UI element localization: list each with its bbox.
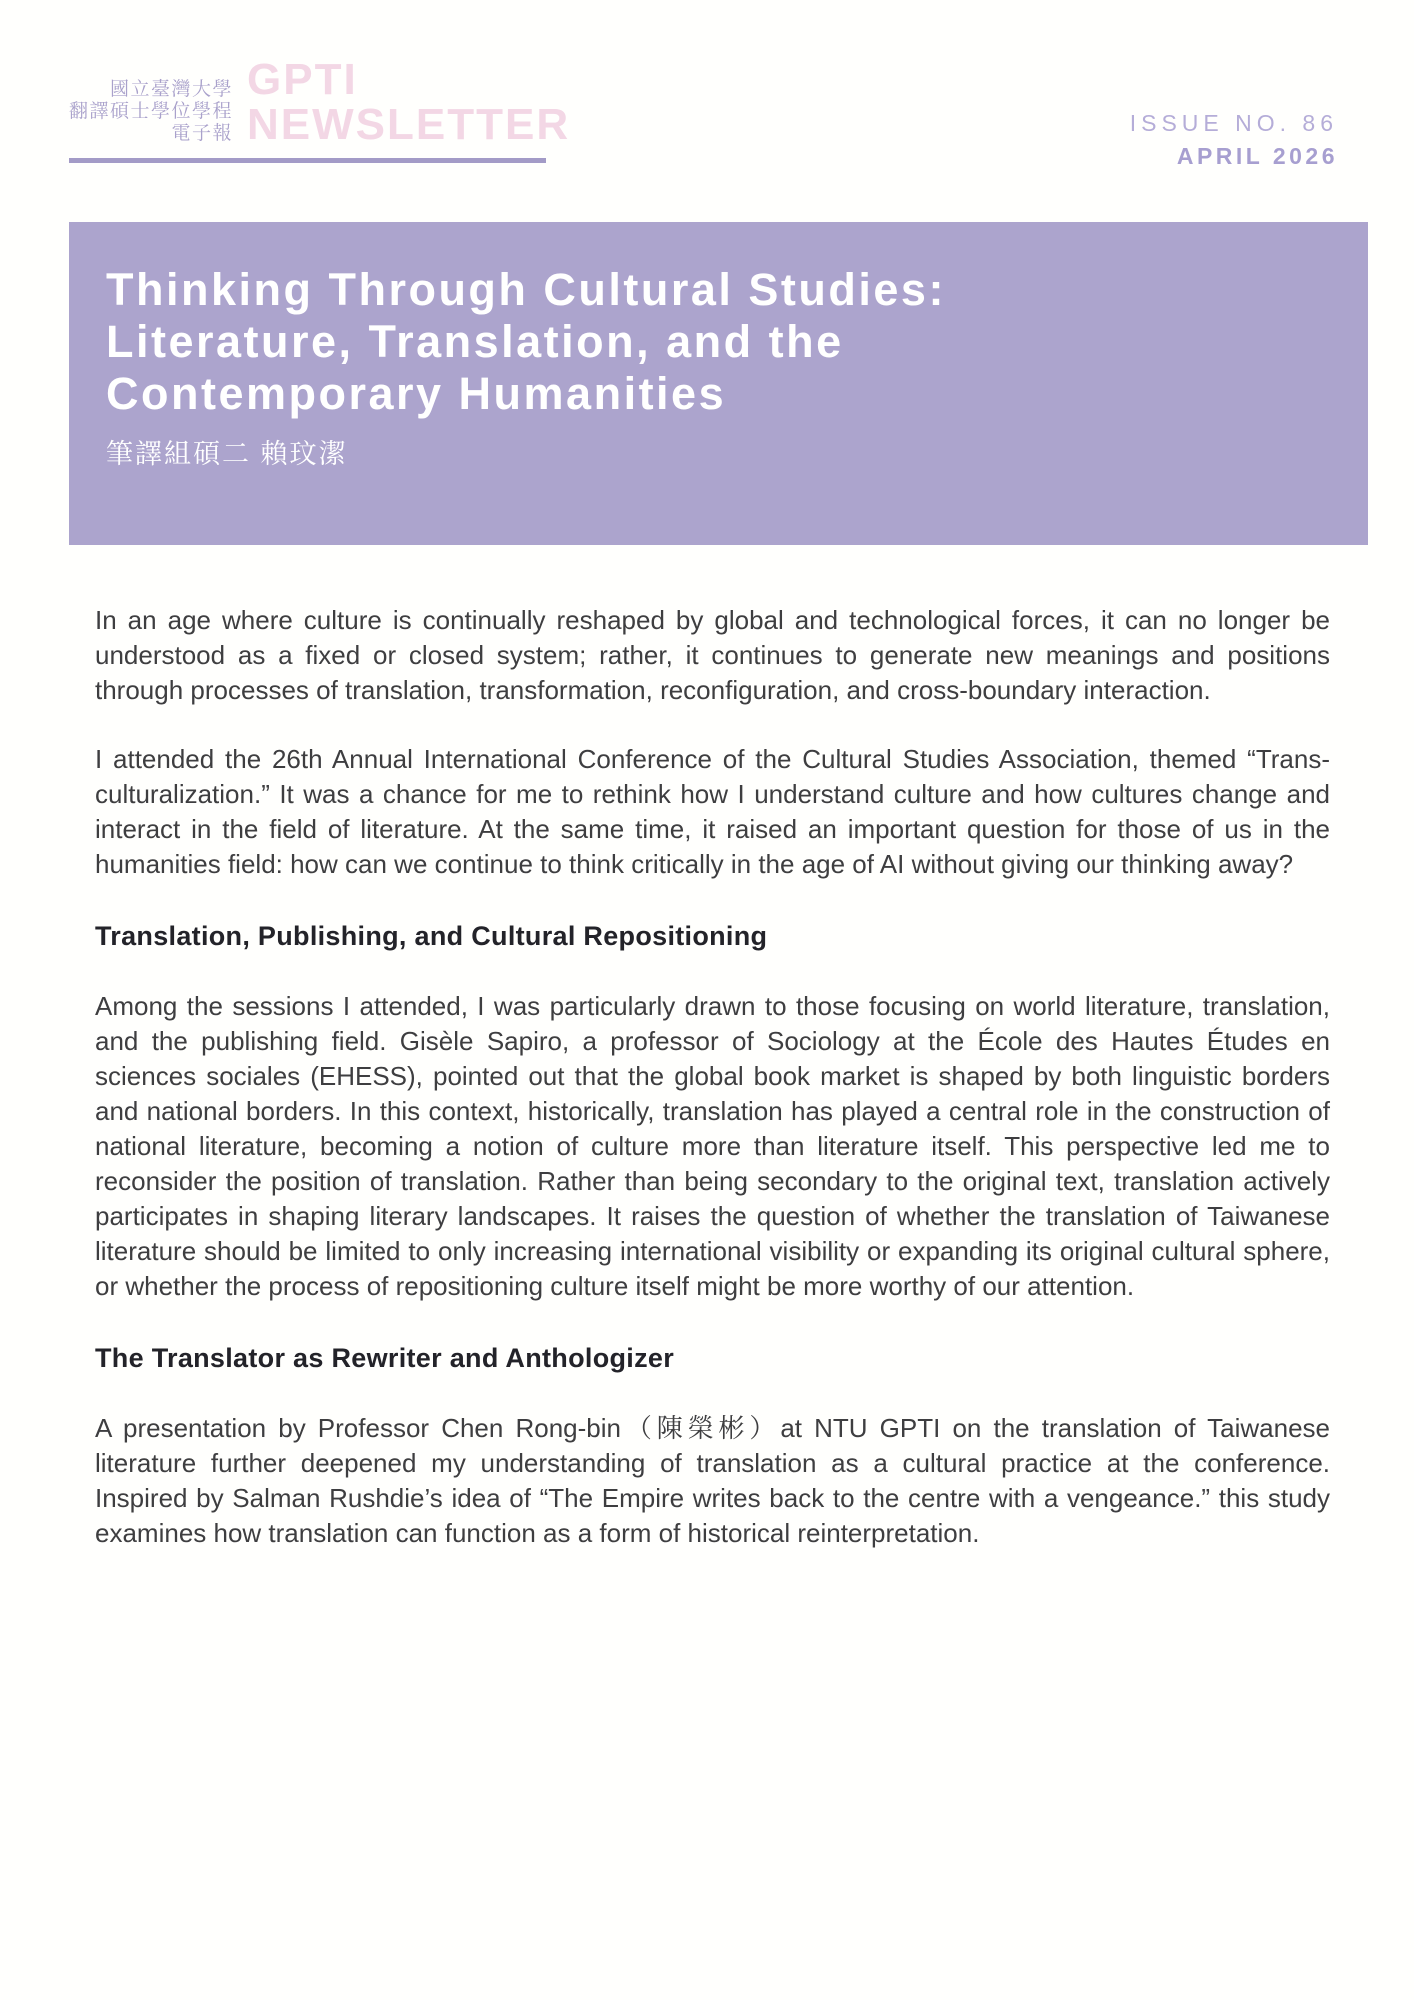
article-title-line-2: Literature, Translation, and the [106, 316, 844, 367]
newsletter-logo [247, 57, 570, 147]
article-title-line-3: Contemporary Humanities [106, 368, 727, 419]
org-line-program: 翻譯碩士學位學程 [69, 101, 234, 122]
section-heading-repositioning: Translation, Publishing, and Cultural Repositioning [95, 921, 768, 951]
article-title-line-1: Thinking Through Cultural Studies: [106, 264, 946, 315]
paragraph-intro-2: I attended the 26th Annual International Conference of the Cultural Studies Association, themed “Trans-culturalization.” It was a chance for me to rethink how I understand culture and how cultures change and interact in the field of literature. At the same time, it raised an important question for those of us in the humanities field: how can we continue to think critically in the age of AI without giving our thinking away? [95, 744, 1330, 879]
paragraph-repositioning: Among the sessions I attended, I was particularly drawn to those focusing on world literature, translation, and the publishing field. Gisèle Sapiro, a professor of Sociology at the École des Hautes Études en sciences sociales (EHESS), pointed out that the global book market is shaped by both linguistic borders and national borders. In this context, historically, translation has played a central role in the construction of national literature, becoming a notion of culture more than literature itself. This perspective led me to reconsider the position of translation. Rather than being secondary to the original text, translation actively participates in shaping literary landscapes. It raises the question of whether the translation of Taiwanese literature should be limited to only increasing international visibility or expanding its original cultural sphere, or whether the process of repositioning culture itself might be more worthy of our attention. [95, 991, 1330, 1301]
org-line-university: 國立臺灣大學 [110, 79, 234, 100]
article-body [95, 603, 1330, 1551]
paragraph-rewriter: A presentation by Professor Chen Rong-bin（陳榮彬）at NTU GPTI on the translation of Taiwanese literature further deepened my understanding of translation as a cultural practice at the conference. Inspired by Salman Rushdie’s idea of “The Empire writes back to the centre with a vengeance.” this study examines how translation can function as a form of historical reinterpretation. [95, 1413, 1330, 1548]
article-title [106, 264, 1328, 420]
paragraph-intro-1: In an age where culture is continually reshaped by global and technological forces, it can no longer be understood as a fixed or closed system; rather, it continues to generate new meanings and positions through processes of translation, transformation, reconfiguration, and cross-boundary interaction. [95, 605, 1330, 705]
section-heading-rewriter: The Translator as Rewriter and Anthologizer [95, 1343, 675, 1373]
masthead [0, 0, 1414, 169]
logo-line-newsletter: NEWSLETTER [247, 100, 571, 149]
logo-line-gpti: GPTI [247, 55, 358, 104]
issue-date: APRIL 2026 [1176, 143, 1338, 169]
masthead-divider [69, 158, 546, 163]
org-name [69, 79, 233, 147]
org-line-enews: 電子報 [171, 123, 234, 144]
issue-info [1130, 110, 1338, 170]
issue-number: ISSUE NO. 86 [1129, 110, 1338, 136]
title-banner [69, 222, 1368, 545]
article-byline: 筆譯組碩二 賴玟潔 [106, 439, 348, 469]
